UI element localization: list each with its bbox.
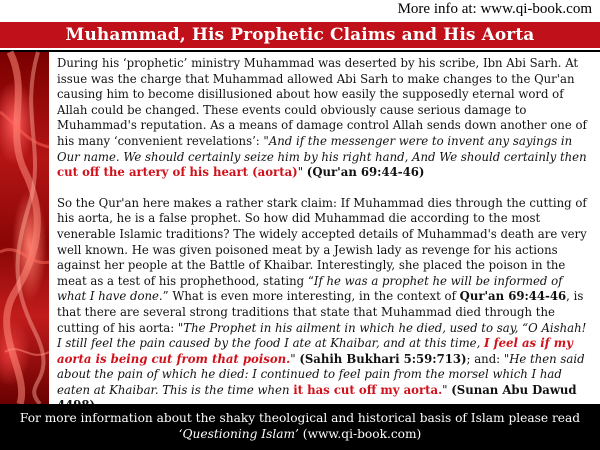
title-banner	[0, 20, 600, 50]
quote: He then said about the pain of which he died: I continued to feel pain from the morsel which I had eaten at Khaibar. This is the time when	[57, 351, 585, 397]
highlighted-quote: it has cut off my aorta.	[293, 382, 443, 397]
text: ” What is even more interesting, in the context of	[162, 289, 460, 304]
footer	[0, 404, 600, 450]
text: "	[297, 165, 307, 180]
more-info-link[interactable]: More info at: www.qi-book.com	[394, 0, 596, 19]
quote: If he was a prophet he will be informed of what I have done.	[57, 273, 563, 304]
artery-illustration	[0, 52, 49, 404]
reference: (Sahih Bukhari 5:59:713)	[299, 351, 467, 366]
reference: (Qur'an 69:44-46)	[306, 165, 425, 180]
aorta-artery-image	[0, 52, 49, 404]
paragraph-2	[57, 196, 594, 414]
text: "	[290, 351, 300, 366]
highlighted-quote: I feel as if my aorta is being cut from that poison.	[57, 336, 573, 366]
article-body	[49, 52, 600, 404]
highlighted-quote: cut off the artery of his heart (aorta)	[57, 165, 298, 180]
reference: Qur'an 69:44-46	[459, 289, 567, 304]
footer-line-2	[0, 426, 600, 442]
quote: The Prophet in his ailment in which he died, used to say, “O Aishah! I still feel the pain caused by the food I ate at Khaibar, and at this time,	[57, 320, 587, 351]
paragraph-1	[57, 56, 594, 181]
footer-line-1: For more information about the shaky theological and historical basis of Islam please read	[19, 411, 581, 425]
text: ; and: "	[466, 351, 510, 366]
text: , is that there are several strong traditions that state that Muhammad died through the cutting of his aorta: "	[57, 289, 584, 335]
text: So the Qur'an here makes a rather stark claim: If Muhammad dies through the cutting of his aorta, he is a false prophet. So how did Muhammad die according to the most venerable Islamic traditions? The widely accepted details of Muhammad's death are very well known. He was given poisoned meat by a Jewish lady as revenge for his actions against her people at the Battle of Khaibar. Interestingly, she placed the poison in the meat as a test of his prophethood, stating “	[57, 195, 587, 288]
text: "	[442, 382, 452, 397]
page-title: Muhammad, His Prophetic Claims and His Aorta	[65, 25, 535, 45]
quote: And if the messenger were to invent any sayings in Our name. We should certainly seize him by his right hand, And We should certainly then	[57, 133, 587, 164]
footer-url[interactable]: (www.qi-book.com)	[298, 427, 422, 441]
book-title: ‘Questioning Islam’	[178, 427, 299, 441]
reference: (Sunan Abu Dawud	[451, 382, 577, 397]
text: During his ‘prophetic’ ministry Muhammad was deserted by his scribe, Ibn Abi Sarh. At issue was the charge that Muhammad allowed Abi Sarh to make changes to the Qur'an causing him to become disillusioned about how easily the supposedly eternal word of Allah could be changed. These events could obviously cause serious damage to Muhammad's reputation. As a means of damage control Allah sends down another one of his many ‘convenient revelations’: "	[57, 56, 587, 148]
